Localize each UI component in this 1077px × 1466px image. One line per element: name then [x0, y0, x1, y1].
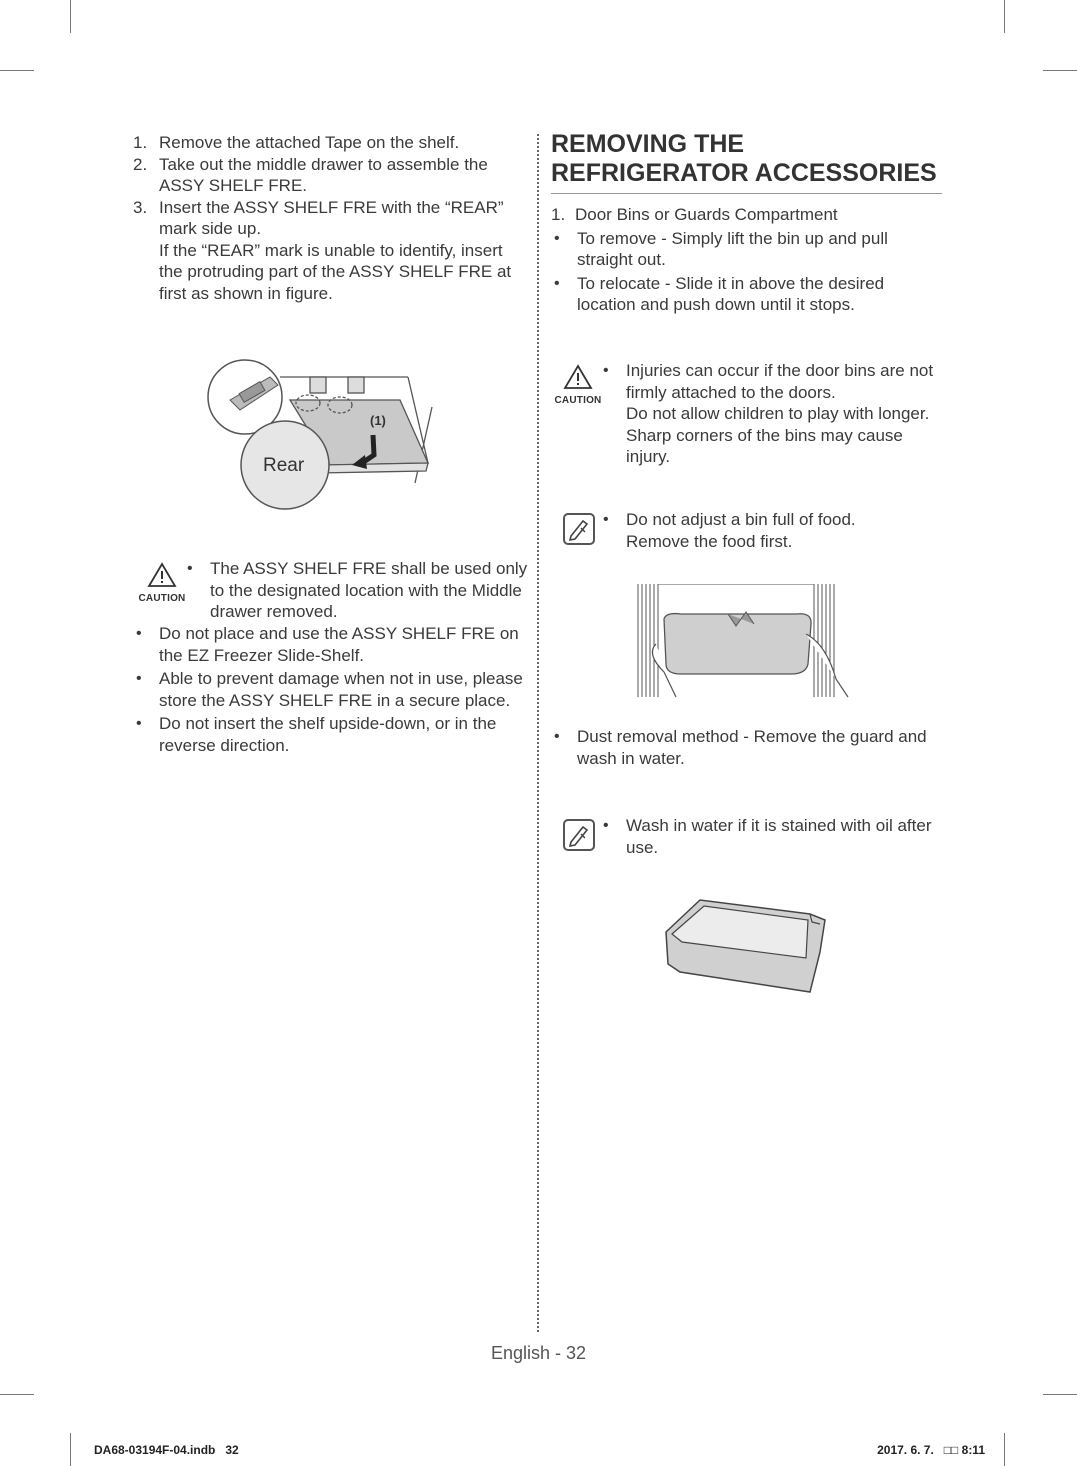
caution-label: CAUTION [138, 593, 186, 604]
note-icon [563, 819, 595, 851]
shelf-assembly-illustration [200, 355, 450, 515]
step-text: Take out the middle drawer to assemble the ASSY SHELF FRE. [159, 154, 488, 195]
crop-mark [70, 0, 71, 33]
door-bin-removal-illustration [636, 584, 851, 699]
instruction-bullet: • To remove - Simply lift the bin up and pull straight out. [551, 228, 941, 271]
caution-notes-continued [133, 623, 528, 758]
step-item: 1. Remove the attached Tape on the shelf. [133, 133, 460, 152]
caution-bullet: • The ASSY SHELF FRE shall be used only to the designated location with the Middle drawer removed. [184, 558, 529, 623]
caution-text: Injuries can occur if the door bins are not firmly attached to the doors. [626, 361, 934, 402]
step-text: Remove the attached Tape on the shelf. [159, 133, 460, 152]
item-title: Door Bins or Guards Compartment [575, 205, 838, 224]
pencil-note-icon [565, 515, 593, 543]
caution-notes [184, 558, 529, 625]
crop-mark [1004, 1433, 1005, 1466]
warning-triangle-icon [563, 364, 593, 390]
crop-mark [1043, 1394, 1077, 1395]
step-text: Insert the ASSY SHELF FRE with the “REAR” mark side up. [159, 197, 504, 238]
accessory-instructions [551, 204, 941, 318]
note-1 [600, 509, 945, 554]
heading-rule [551, 193, 942, 194]
caution-bullet: • Do not place and use the ASSY SHELF FRE on the EZ Freezer Slide-Shelf. [133, 623, 528, 666]
crop-mark [0, 70, 34, 71]
note-text: Do not adjust a bin full of food. [626, 510, 856, 529]
crop-mark [0, 1394, 34, 1395]
step-label: (1) [370, 413, 386, 428]
caution-label: CAUTION [554, 395, 602, 406]
print-date: 2017. 6. 7. □□ 8:11 [877, 1443, 985, 1457]
column-divider [537, 134, 539, 1332]
instruction-bullet: • To relocate - Slide it in above the desired location and push down until it stops. [551, 273, 941, 316]
caution-extra: Do not allow children to play with longer. Sharp corners of the bins may cause injury. [626, 404, 930, 466]
caution-icon [134, 562, 190, 605]
crop-mark [70, 1433, 71, 1466]
note-icon [563, 513, 595, 545]
step-item: 3. Insert the ASSY SHELF FRE with the “REAR” mark side up. If the “REAR” mark is unable to identify, insert the protruding part of the ASSY SHELF FRE at first as shown in figure. [133, 197, 512, 303]
item-title-row: 1. Door Bins or Guards Compartment [551, 205, 838, 224]
caution-icon [550, 364, 606, 407]
note-text: • Wash in water if it is stained with oil after use. [600, 815, 945, 858]
door-bin-illustration [660, 892, 830, 1002]
crop-mark [1043, 70, 1077, 71]
rear-label: Rear [263, 455, 305, 476]
pencil-note-icon [565, 821, 593, 849]
dust-text: • Dust removal method - Remove the guard and wash in water. [551, 726, 946, 769]
section-heading: REMOVING THE REFRIGERATOR ACCESSORIES [551, 130, 937, 187]
file-name: DA68-03194F-04.indb 32 [94, 1443, 239, 1457]
crop-mark [1004, 0, 1005, 33]
warning-triangle-icon [147, 562, 177, 588]
page-number: English - 32 [490, 1343, 587, 1363]
caution-bullet: • Able to prevent damage when not in use, please store the ASSY SHELF FRE in a secure place. [133, 668, 528, 711]
installation-steps [133, 132, 523, 304]
caution-note [600, 360, 945, 470]
step-extra: If the “REAR” mark is unable to identify, insert the protruding part of the ASSY SHELF FRE at first as shown in figure. [159, 240, 512, 303]
caution-bullet: • Do not insert the shelf upside-down, or in the reverse direction. [133, 713, 528, 756]
note-2 [600, 815, 945, 860]
note-extra: Remove the food first. [626, 531, 793, 551]
step-item: 2. Take out the middle drawer to assemble the ASSY SHELF FRE. [133, 154, 488, 195]
dust-removal-note [551, 726, 946, 771]
